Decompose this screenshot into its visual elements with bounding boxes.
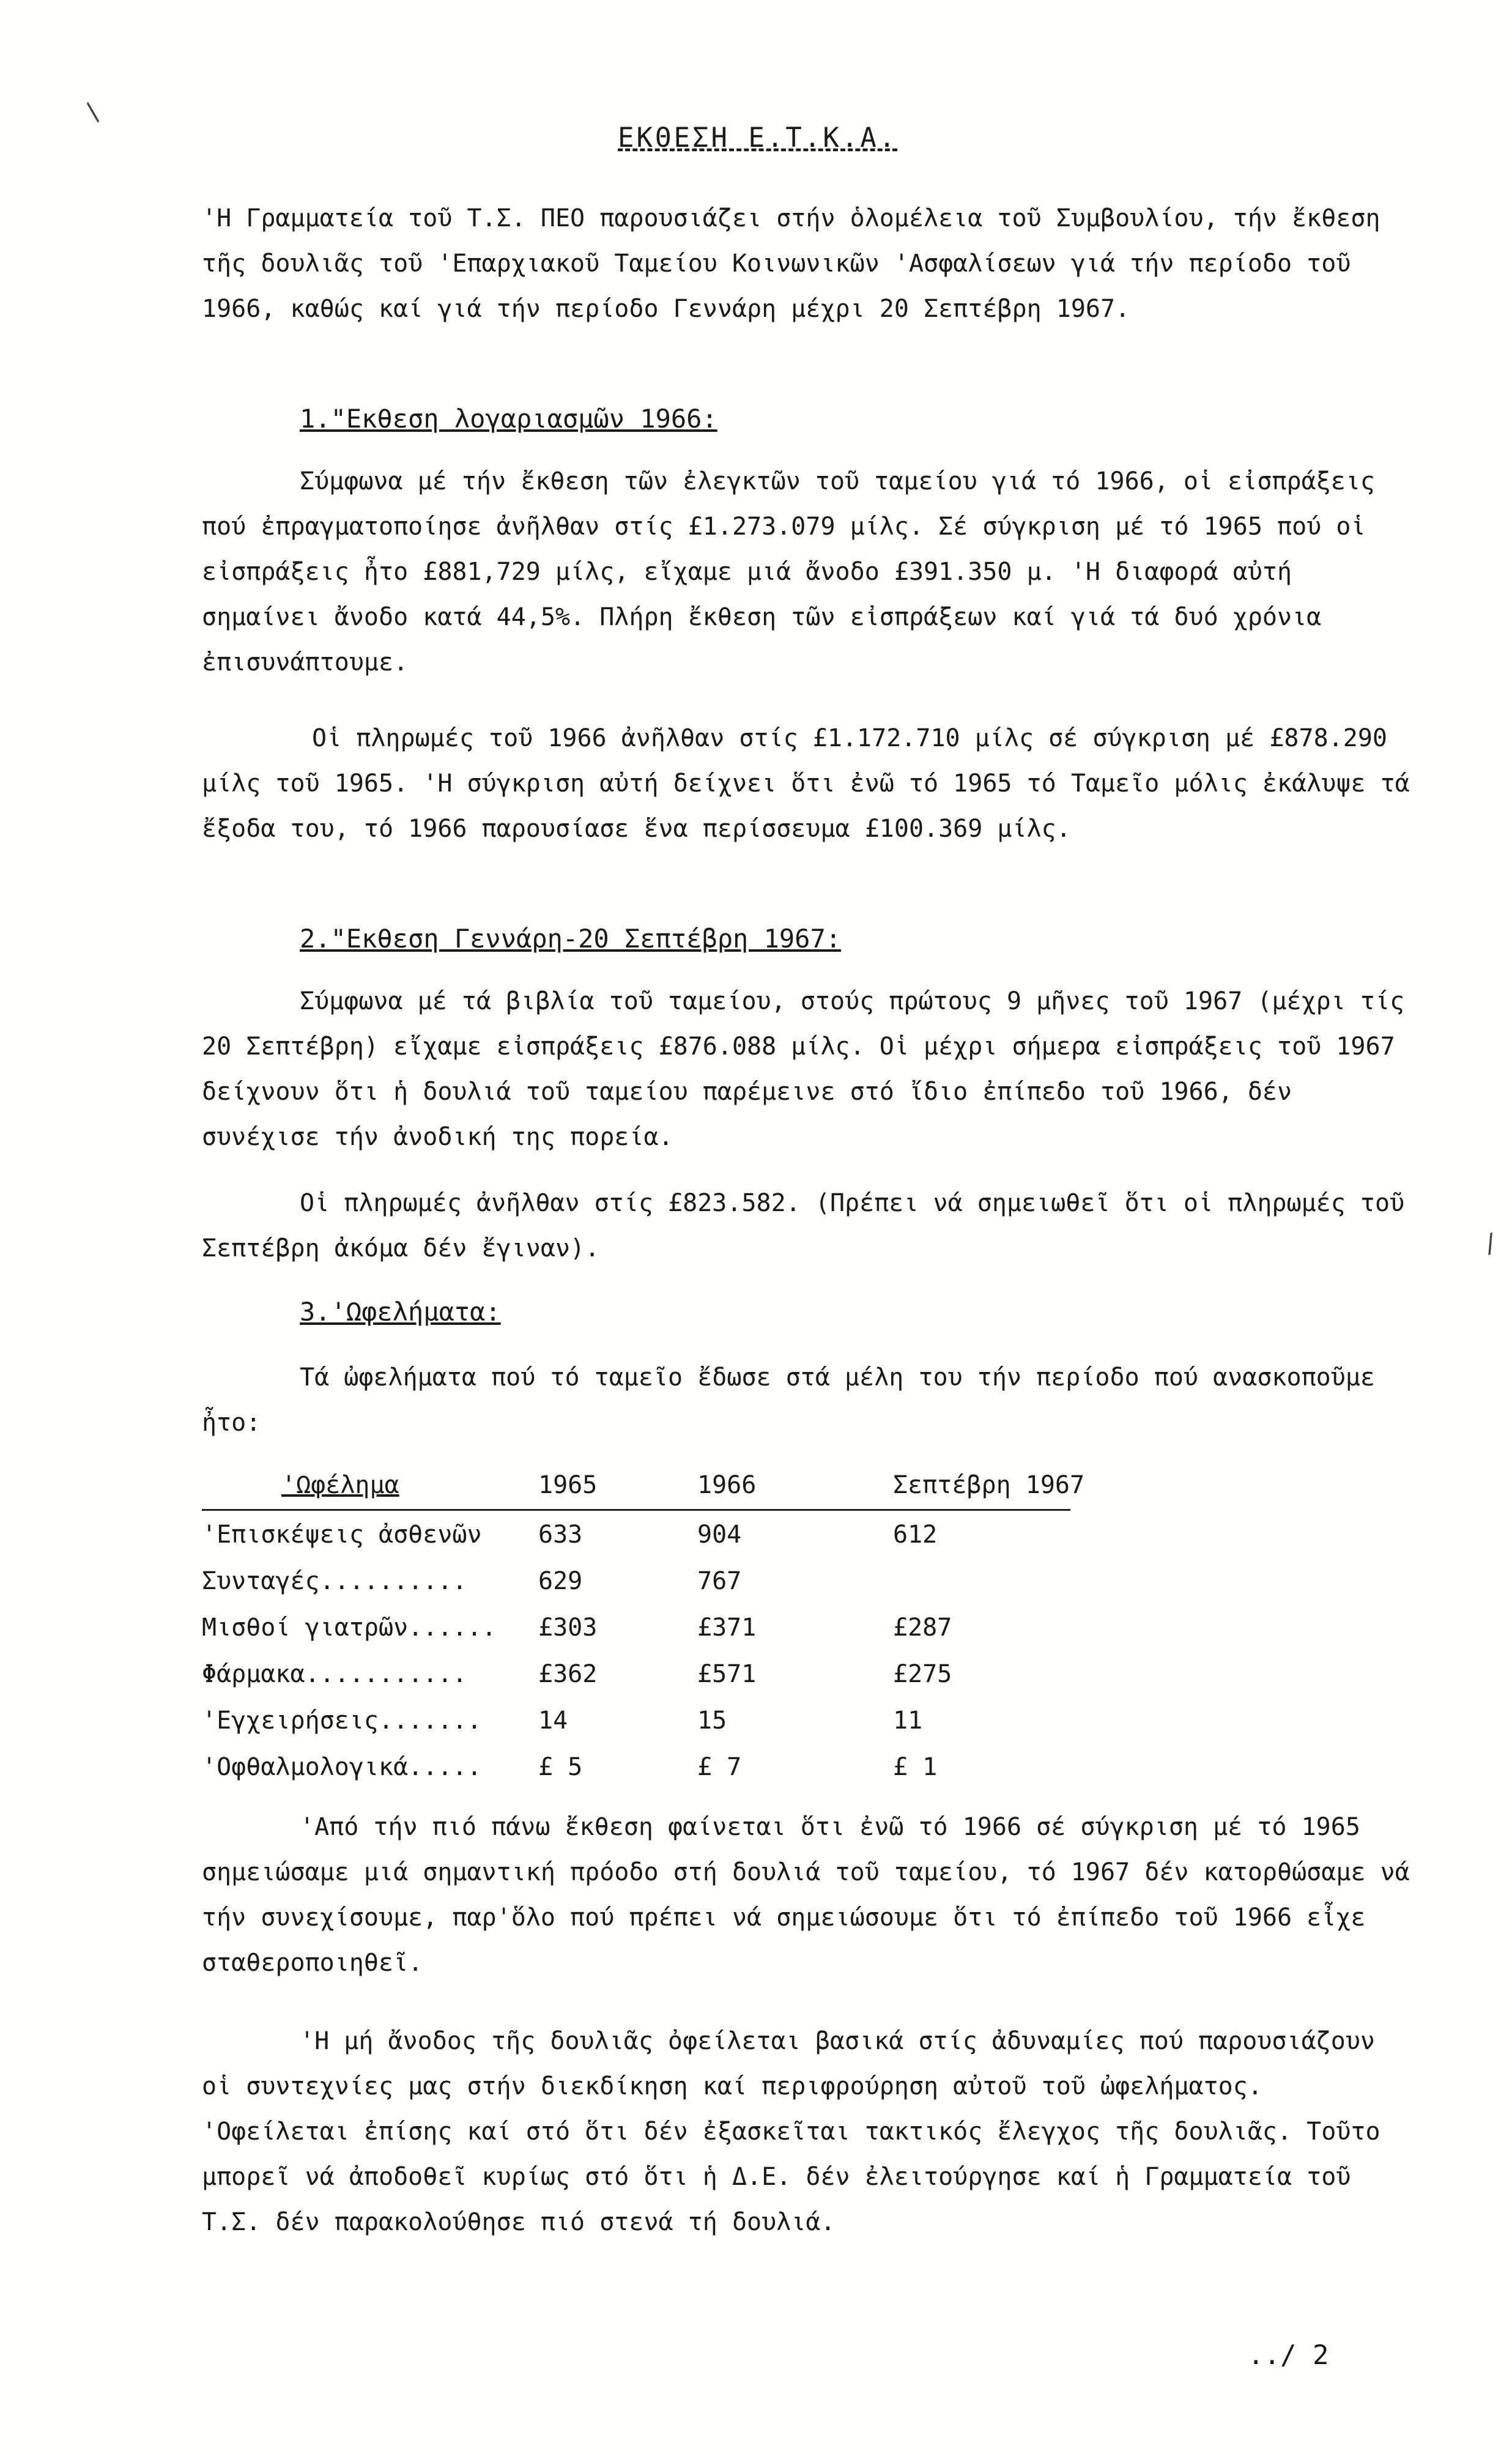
table-header-sept-1967: Σεπτέβρη 1967 [893,1471,1085,1499]
section-3-heading: 3.'Ωφελήματα: [300,1297,501,1327]
row-value-1967: £275 [893,1660,952,1688]
section-2-paragraph-2: Οἱ πληρωμές ἀνῆλθαν στίς £823.582. (Πρέπει νά σημειωθεῖ ὅτι οἱ πληρωμές τοῦ Σεπτέβρη ἀκόμα δέν ἔγιναν). [202,1189,1405,1262]
row-value-1966: £ 7 [697,1753,742,1781]
row-value-1967: 612 [893,1521,938,1549]
section-1-heading: 1."Εκθεση λογαριασμῶν 1966: [300,404,717,434]
row-value-1965: 14 [538,1707,568,1735]
row-value-1965: £362 [538,1660,598,1688]
section-1-paragraph-2: Οἱ πληρωμές τοῦ 1966 ἀνῆλθαν στίς £1.172.710 μίλς σέ σύγκριση μέ £878.290 μίλς τοῦ 1965. 'Η σύγκριση αὐτή δείχνει ὅτι ἐνῶ τό 1965 τό Ταμεῖο μόλις ἐκάλυψε τά ἔξοδα του, τό 1966 παρουσίασε ἕνα περίσσευμα £100.369 μίλς. [202,724,1410,843]
table-row [202,1660,1070,1707]
row-value-1965: 629 [538,1567,583,1595]
row-value-1967: £287 [893,1614,952,1642]
row-label: 'Εγχειρήσεις....... [202,1707,482,1735]
table-row [202,1753,1070,1800]
row-label: Μισθοί γιατρῶν...... [202,1614,497,1642]
closing-paragraph-2: 'Η μή ἄνοδος τῆς δουλιᾶς ὀφείλεται βασικά στίς ἀδυναμίες πού παρουσιάζουν οἱ συντεχνίες μας στήν διεκδίκηση καί περιφρούρηση αὐτοῦ τοῦ ὠφελήματος. 'Οφείλεται ἐπίσης καί στό ὅτι δέν ἐξασκεῖται τακτικός ἔλεγχος τῆς δουλιᾶς. Τοῦτο μπορεῖ νά ἀποδοθεῖ κυρίως στό ὅτι ἡ Δ.Ε. δέν ἐλειτούργησε καί ἡ Γραμματεία τοῦ Τ.Σ. δέν παρακολούθησε πιό στενά τή δουλιά. [202,2027,1380,2236]
row-value-1966: 904 [697,1521,742,1549]
table-row [202,1614,1070,1660]
table-row [202,1521,1070,1567]
section-1-paragraph-1: Σύμφωνα μέ τήν ἔκθεση τῶν ἐλεγκτῶν τοῦ ταμείου γιά τό 1966, οἱ εἰσπράξεις πού ἐπραγματοποίησε ἀνῆλθαν στίς £1.273.079 μίλς. Σέ σύγκριση μέ τό 1965 πού οἱ εἰσπράξεις ἦτο £881,729 μίλς, εἴχαμε μιά ἄνοδο £391.350 μ. 'Η διαφορά αὐτή σημαίνει ἄνοδο κατά 44,5%. Πλήρη ἔκθεση τῶν εἰσπράξεων καί γιά τά δυό χρόνια ἐπισυνάπτουμε. [202,467,1375,677]
table-row [202,1567,1070,1614]
benefits-table [202,1471,1085,1800]
row-label: 'Επισκέψεις ἀσθενῶν [202,1521,482,1549]
page-continuation-marker: ../ 2 [1248,2340,1329,2371]
row-label: 'Οφθαλμολογικά..... [202,1753,482,1781]
row-value-1966: £571 [697,1660,757,1688]
row-value-1967: £ 1 [893,1753,938,1781]
row-label: Φάρμακα........... [202,1660,467,1688]
row-value-1966: £371 [697,1614,757,1642]
scan-mark-right: / [1478,1228,1503,1259]
page-title: ΕΚΘΕΣΗ Ε.Τ.Κ.Α. [618,122,898,154]
table-header-benefit: 'Ωφέλημα [281,1471,399,1499]
row-value-1966: 15 [697,1707,727,1735]
table-header-1965: 1965 [538,1471,598,1499]
row-value-1965: 633 [538,1521,583,1549]
closing-paragraph-1: 'Από τήν πιό πάνω ἔκθεση φαίνεται ὅτι ἐνῶ τό 1966 σέ σύγκριση μέ τό 1965 σημειώσαμε μιά σημαντική πρόοδο στή δουλιά τοῦ ταμείου, τό 1967 δέν κατορθώσαμε νά τήν συνεχίσουμε, παρ'ὅλο πού πρέπει νά σημειώσουμε ὅτι τό ἐπίπεδο τοῦ 1966 εἶχε σταθεροποιηθεῖ. [202,1813,1410,1977]
scan-mark-top-left: / [77,97,109,127]
table-header-row [202,1471,1085,1511]
table-row [202,1707,1070,1753]
row-value-1965: £303 [538,1614,598,1642]
row-value-1966: 767 [697,1567,742,1595]
row-value-1965: £ 5 [538,1753,583,1781]
section-3-paragraph-1: Τά ὠφελήματα πού τό ταμεῖο ἔδωσε στά μέλη του τήν περίοδο πού ανασκοποῦμε ἦτο: [202,1363,1375,1437]
intro-paragraph: 'Η Γραμματεία τοῦ Τ.Σ. ΠΕΟ παρουσιάζει στήν ὁλομέλεια τοῦ Συμβουλίου, τήν ἔκθεση τῆς δουλιᾶς τοῦ 'Επαρχιακοῦ Ταμείου Κοινωνικῶν 'Ασφαλίσεων γιά τήν περίοδο τοῦ 1966, καθώς καί γιά τήν περίοδο Γεννάρη μέχρι 20 Σεπτέβρη 1967. [202,204,1380,323]
section-2-paragraph-1: Σύμφωνα μέ τά βιβλία τοῦ ταμείου, στούς πρώτους 9 μῆνες τοῦ 1967 (μέχρι τίς 20 Σεπτέβρη) εἴχαμε εἰσπράξεις £876.088 μίλς. Οἱ μέχρι σήμερα εἰσπράξεις τοῦ 1967 δείχνουν ὅτι ἡ δουλιά τοῦ ταμείου παρέμεινε στό ἴδιο ἐπίπεδο τοῦ 1966, δέν συνέχισε τήν ἀνοδική της πορεία. [202,987,1405,1151]
section-2-heading: 2."Εκθεση Γεννάρη-20 Σεπτέβρη 1967: [300,924,842,954]
row-label: Συνταγές.......... [202,1567,467,1595]
row-value-1967: 11 [893,1707,923,1735]
table-header-1966: 1966 [697,1471,757,1499]
